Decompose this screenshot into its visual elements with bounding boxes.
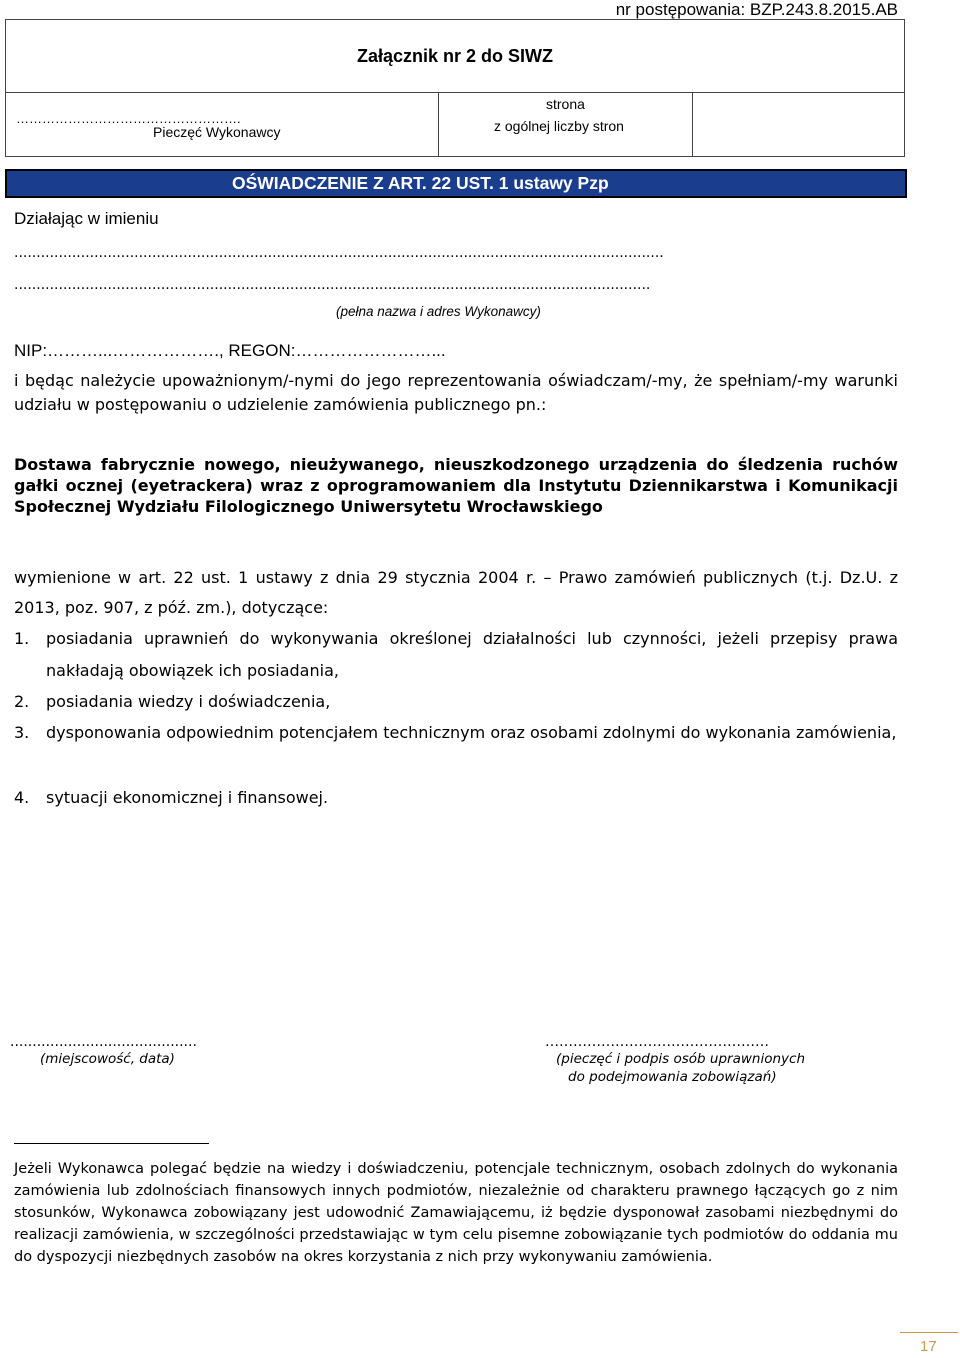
list-item-number: 1. (14, 629, 30, 648)
list-item-text: dysponowania odpowiednim potencjałem technicznym oraz osobami zdolnymi do wykonania zamówienia, (46, 723, 897, 742)
signature-caption: (pieczęć i podpis osób uprawnionych (556, 1051, 805, 1067)
list-item (14, 623, 898, 687)
list-item-number: 3. (14, 723, 30, 742)
header-column-divider (692, 92, 693, 156)
footnote-divider (14, 1143, 209, 1144)
page-label: strona (546, 96, 585, 112)
place-date-caption: (miejscowość, data) (40, 1051, 175, 1067)
statement-title: OŚWIADCZENIE Z ART. 22 UST. 1 ustawy Pzp (232, 173, 609, 193)
signature-caption-continued: do podejmowania zobowiązań) (568, 1069, 777, 1085)
page-number-rule (900, 1332, 958, 1333)
list-item-text: posiadania wiedzy i doświadczenia, (46, 692, 331, 711)
list-item-number: 2. (14, 692, 30, 711)
nip-regon-line: NIP:………...………………., REGON:……………………... (14, 341, 446, 360)
stamp-label: Pieczęć Wykonawcy (153, 124, 281, 140)
list-item (14, 717, 898, 749)
total-pages-label: z ogólnej liczby stron (494, 118, 624, 134)
fullname-caption: (pełna nazwa i adres Wykonawcy) (336, 304, 541, 319)
header-column-divider (438, 92, 439, 156)
footnote: Jeżeli Wykonawca polegać będzie na wiedzy i doświadczeniu, potencjale technicznym, osobach zdolnych do wykonania zamówienia lub zdolnościach finansowych innych podmiotów, niezależnie od charakteru prawnego łączących go z nim stosunków, Wykonawca zobowiązany jest udowodnić Zamawiającemu, iż będzie dysponował zasobami niezbędnymi do realizacji zamówienia, w szczególności przedstawiając w tym celu pisemne zobowiązanie tych podmiotów do oddania mu do dyspozycji niezbędnych zasobów na okres korzystania z nich przy wykonywaniu zamówienia. (14, 1161, 898, 1265)
list-item (14, 782, 898, 814)
procedure-reference: nr postępowania: BZP.243.8.2015.AB (615, 0, 898, 19)
intro-paragraph: i będąc należycie upoważnionym/-nymi do jego reprezentowania oświadczam/-my, że spełniam/-my warunki udziału w postępowaniu o udzielenie zamówienia publicznego pn.: (14, 371, 898, 414)
page-number: 17 (920, 1338, 937, 1355)
acting-on-behalf: Działając w imieniu (14, 209, 159, 228)
signature-line: ………………………………………… (545, 1034, 769, 1050)
header-box (5, 19, 905, 157)
list-item-number: 4. (14, 788, 30, 807)
header-divider (6, 92, 904, 93)
fill-line: ............................................................................................................................................... (14, 277, 651, 293)
list-item-text: posiadania uprawnień do wykonywania określonej działalności lub czynności, jeżeli przepisy prawa nakładają obowiązek ich posiadania, (46, 629, 898, 680)
stamp-dots: ……………………………………………. (16, 111, 241, 126)
legal-basis-paragraph: wymienione w art. 22 ust. 1 ustawy z dnia 29 stycznia 2004 r. – Prawo zamówień publicznych (t.j. Dz.U. z 2013, poz. 907, z póź. zm.), dotyczące: (14, 568, 898, 617)
list-item-text: sytuacji ekonomicznej i finansowej. (46, 788, 329, 807)
fill-line: .................................................................................................................................................. (14, 245, 664, 261)
contract-subject: Dostawa fabrycznie nowego, nieużywanego, nieuszkodzonego urządzenia do śledzenia ruchów gałki ocznej (eyetrackera) wraz z oprogramowaniem dla Instytutu Dziennikarstwa i Komunikacji Społecznej Wydziału Filologicznego Uniwersytetu Wrocławskiego (14, 455, 898, 516)
list-item (14, 686, 898, 718)
statement-title-band (5, 169, 907, 198)
annex-title: Załącznik nr 2 do SIWZ (356, 46, 554, 66)
place-date-line: .......................................... (10, 1034, 197, 1050)
